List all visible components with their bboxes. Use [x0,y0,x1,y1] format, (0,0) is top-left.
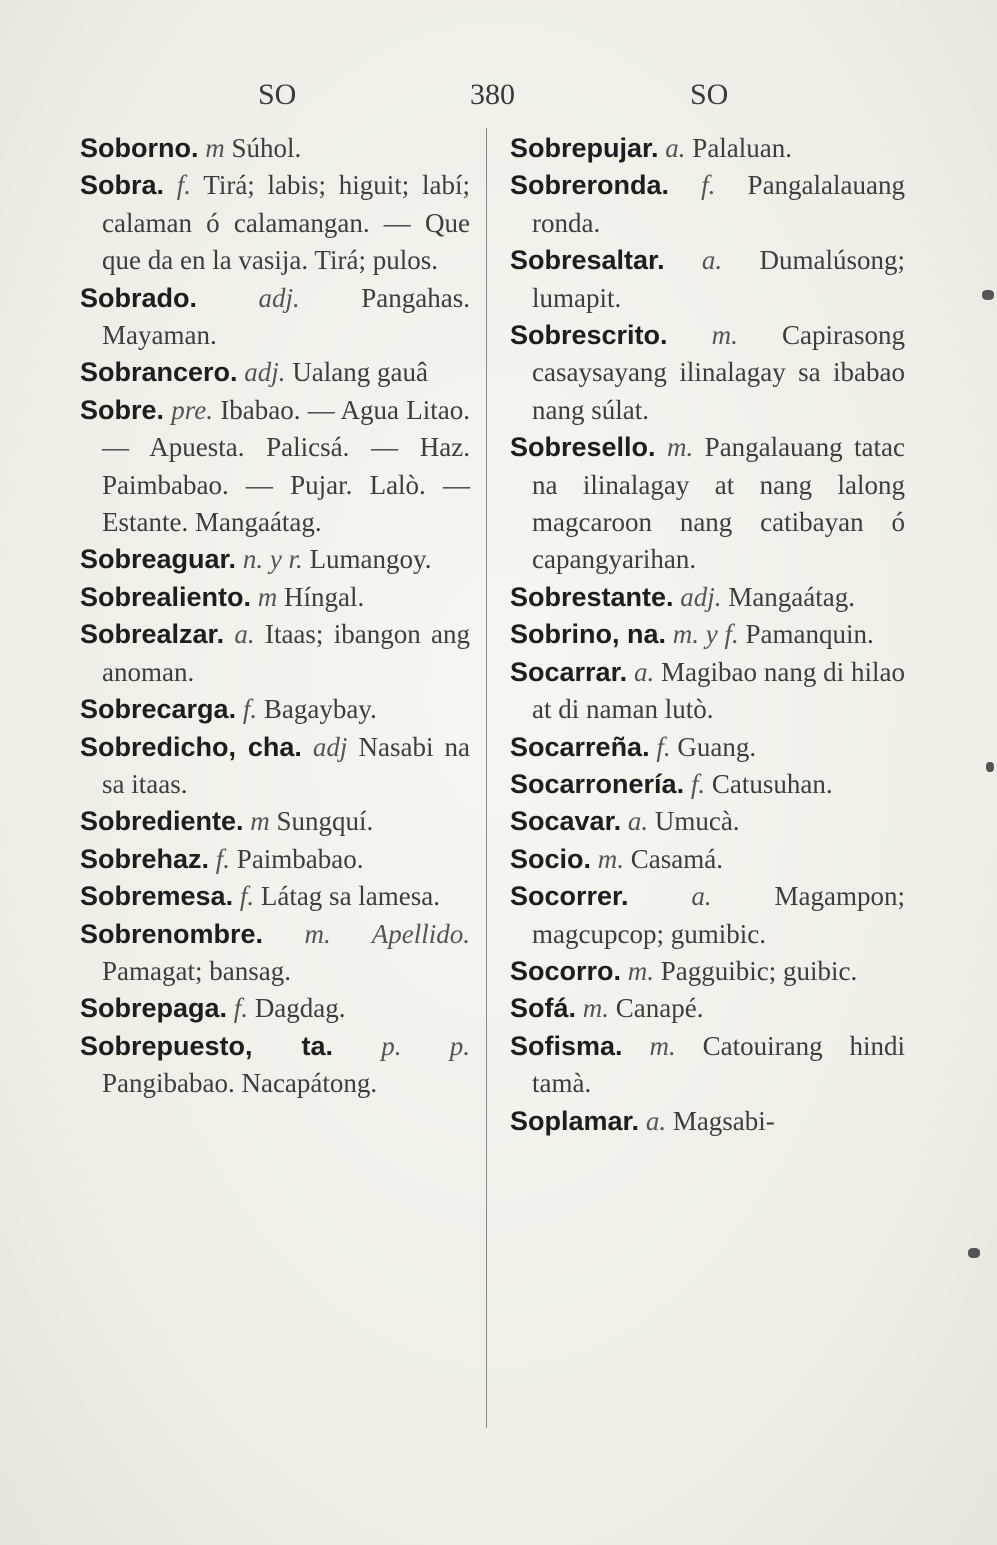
entry-grammar: m. [711,320,738,351]
entry-grammar: adj [312,731,348,762]
entry-definition: Ibabao. — Agua Litao. — Apuesta. Palicsá. — Haz. Paimbabao. — Pujar. Lalò. — Estante. Mangaátag. [102,394,471,538]
dictionary-entry [80,916,470,991]
entry-headword: Sobrediente. [80,806,244,837]
entry-grammar: adj. [258,282,300,313]
entry-grammar: adj. [680,581,722,612]
entry-headword: Sobredicho, cha. [80,731,302,762]
entry-grammar: f. [656,731,671,762]
entry-grammar: f. [242,694,258,725]
dictionary-entry [510,242,905,317]
dictionary-entry [80,990,470,1027]
dictionary-entry [80,691,470,728]
dictionary-entry [510,841,905,878]
dictionary-entry [510,167,905,242]
dictionary-entry [80,354,470,391]
entry-definition: Magsabi- [672,1105,775,1136]
entry-headword: Sobrepujar. [510,133,659,163]
entry-definition: Nasabi na sa itaas. [102,731,471,799]
right-column [510,130,905,1140]
entry-definition: Dumalúsong; lumapit. [532,245,906,313]
entry-grammar: m [205,133,225,163]
dictionary-entry [510,953,905,990]
dictionary-entry [80,1028,470,1103]
entry-definition: Dagdag. [254,993,346,1024]
entry-definition: Látag sa lamesa. [260,881,441,912]
entry-grammar: m. [597,843,625,874]
dictionary-entry [80,579,470,616]
header-right-guide: SO [690,78,729,111]
entry-headword: Socarrar. [510,656,628,687]
entry-grammar: adj. [244,357,286,388]
entry-headword: Socarronería. [510,768,685,799]
entry-grammar: m. [582,993,610,1024]
entry-headword: Sobrealzar. [80,619,225,650]
entry-definition: Magibao nang di hilao at di naman lutò. [532,656,906,725]
entry-definition: Pangibabao. Nacapátong. [102,1068,378,1099]
dictionary-entry [80,803,470,840]
entry-headword: Socio. [510,843,592,874]
entry-grammar: m. [627,955,655,986]
entry-grammar: m. [666,432,694,463]
dictionary-entry [510,729,905,766]
entry-definition: Palaluan. [692,133,793,163]
entry-headword: Sofisma. [510,1030,623,1061]
entry-definition: Catusuhan. [711,768,833,799]
dictionary-entry [80,878,470,915]
entry-headword: Sobrenombre. [80,918,264,949]
entry-definition: Pangalalauang ronda. [532,170,905,238]
entry-definition: Magampon; magcupcop; gumibic. [532,881,906,949]
entry-definition: Híngal. [284,581,365,612]
entry-grammar: m. y f. [672,619,739,650]
entry-grammar: a. [701,245,723,276]
entry-headword: Sobrado. [80,282,198,313]
header-left-guide: SO [258,78,297,111]
dictionary-entry [80,130,470,167]
entry-definition: Pamagat; bansag. [102,955,291,986]
entry-grammar: n. y r. [242,544,303,575]
dictionary-entry [80,167,470,279]
dictionary-entry [80,729,470,804]
dictionary-entry [510,616,905,653]
entry-grammar: f. [215,843,231,874]
entry-definition: Casamá. [630,843,723,874]
entry-grammar: m [257,581,278,612]
dictionary-entry [510,1028,905,1103]
left-column [80,130,470,1103]
entry-headword: Sofá. [510,993,577,1024]
dictionary-entry [510,654,905,729]
dictionary-entry [80,841,470,878]
entry-headword: Socarreña. [510,731,650,762]
dictionary-entry [510,130,905,167]
entry-headword: Sobresaltar. [510,245,665,276]
entry-grammar: a. [691,881,712,912]
entry-headword: Sobreaguar. [80,544,237,575]
dictionary-entry [510,878,905,953]
entry-headword: Sobremesa. [80,881,234,912]
entry-definition: Pamanquin. [745,619,874,650]
entry-grammar: f. [233,993,249,1024]
entry-grammar: a. [665,133,686,163]
dictionary-entry [510,1103,905,1140]
entry-headword: Sobrino, na. [510,619,667,650]
entry-grammar: a. [645,1105,667,1136]
entry-grammar: a. [234,619,255,650]
entry-grammar: p. p. [381,1030,471,1061]
entry-headword: Sobrehaz. [80,843,210,874]
dictionary-entry [510,579,905,616]
entry-grammar: f. [176,170,192,201]
entry-grammar: a. [633,656,655,687]
entry-grammar: m. [649,1030,676,1061]
entry-headword: Socavar. [510,806,622,837]
entry-headword: Soplamar. [510,1105,640,1136]
entry-headword: Sobrestante. [510,581,674,612]
dictionary-entry [80,541,470,578]
dictionary-entry [510,317,905,429]
entry-definition: Mangaátag. [728,581,856,612]
entry-grammar: f. [701,170,716,201]
entry-definition: Pagguibic; guibic. [660,955,858,986]
entry-headword: Sobrepaga. [80,993,228,1024]
entry-definition: Sungquí. [276,806,374,837]
column-divider [486,128,487,1428]
entry-grammar: pre. [171,394,214,425]
dictionary-entry [80,616,470,691]
entry-definition: Paimbabao. [236,843,364,874]
dictionary-entry [80,280,470,355]
entry-grammar: m [250,806,270,837]
entry-headword: Socorrer. [510,881,629,912]
entry-definition: Catouirang hindi tamà. [532,1030,905,1099]
dictionary-entry [510,803,905,840]
dictionary-entry [80,392,470,542]
entry-definition: Ualang gauâ [292,357,428,388]
entry-definition: Tirá; labis; higuit; labí; calaman ó calamangan. — Que que da en la vasija. Tirá; pulos. [102,170,470,276]
entry-definition: Umucà. [654,806,740,837]
entry-headword: Sobresello. [510,432,656,463]
entry-grammar: f. [239,881,255,912]
entry-headword: Soborno. [80,133,199,163]
entry-definition: Pangahas. Mayaman. [102,282,471,351]
dictionary-entry [510,766,905,803]
page-header [0,78,997,118]
entry-headword: Sobrecarga. [80,694,237,725]
entry-headword: Sobrealiento. [80,581,252,612]
entry-headword: Sobrancero. [80,357,238,388]
margin-mark [986,762,994,772]
margin-mark [968,1248,980,1258]
entry-headword: Sobre. [80,394,165,425]
entry-grammar: m. Apellido. [304,918,470,949]
entry-headword: Sobra. [80,170,165,201]
entry-definition: Lumangoy. [309,544,432,575]
margin-mark [982,290,994,300]
entry-definition: Guang. [677,731,757,762]
entry-headword: Sobrepuesto, ta. [80,1030,334,1061]
dictionary-entry [510,990,905,1027]
entry-headword: Socorro. [510,955,622,986]
entry-grammar: f. [690,768,706,799]
entry-grammar: a. [627,806,649,837]
dictionary-entry [510,429,905,579]
entry-headword: Sobrescrito. [510,320,668,351]
entry-definition: Súhol. [231,133,302,163]
entry-definition: Capirasong casaysayang ilinalagay sa ibabao nang súlat. [532,320,905,425]
entry-definition: Pangalauang tatac na ilinalagay at nang lalong magcaroon nang catibayan ó capangyarihan. [532,432,906,575]
entry-headword: Sobreronda. [510,170,670,201]
entry-definition: Itaas; ibangon ang anoman. [102,619,471,687]
page-number: 380 [470,78,515,111]
entry-definition: Canapé. [615,993,704,1024]
entry-definition: Bagaybay. [263,694,377,725]
